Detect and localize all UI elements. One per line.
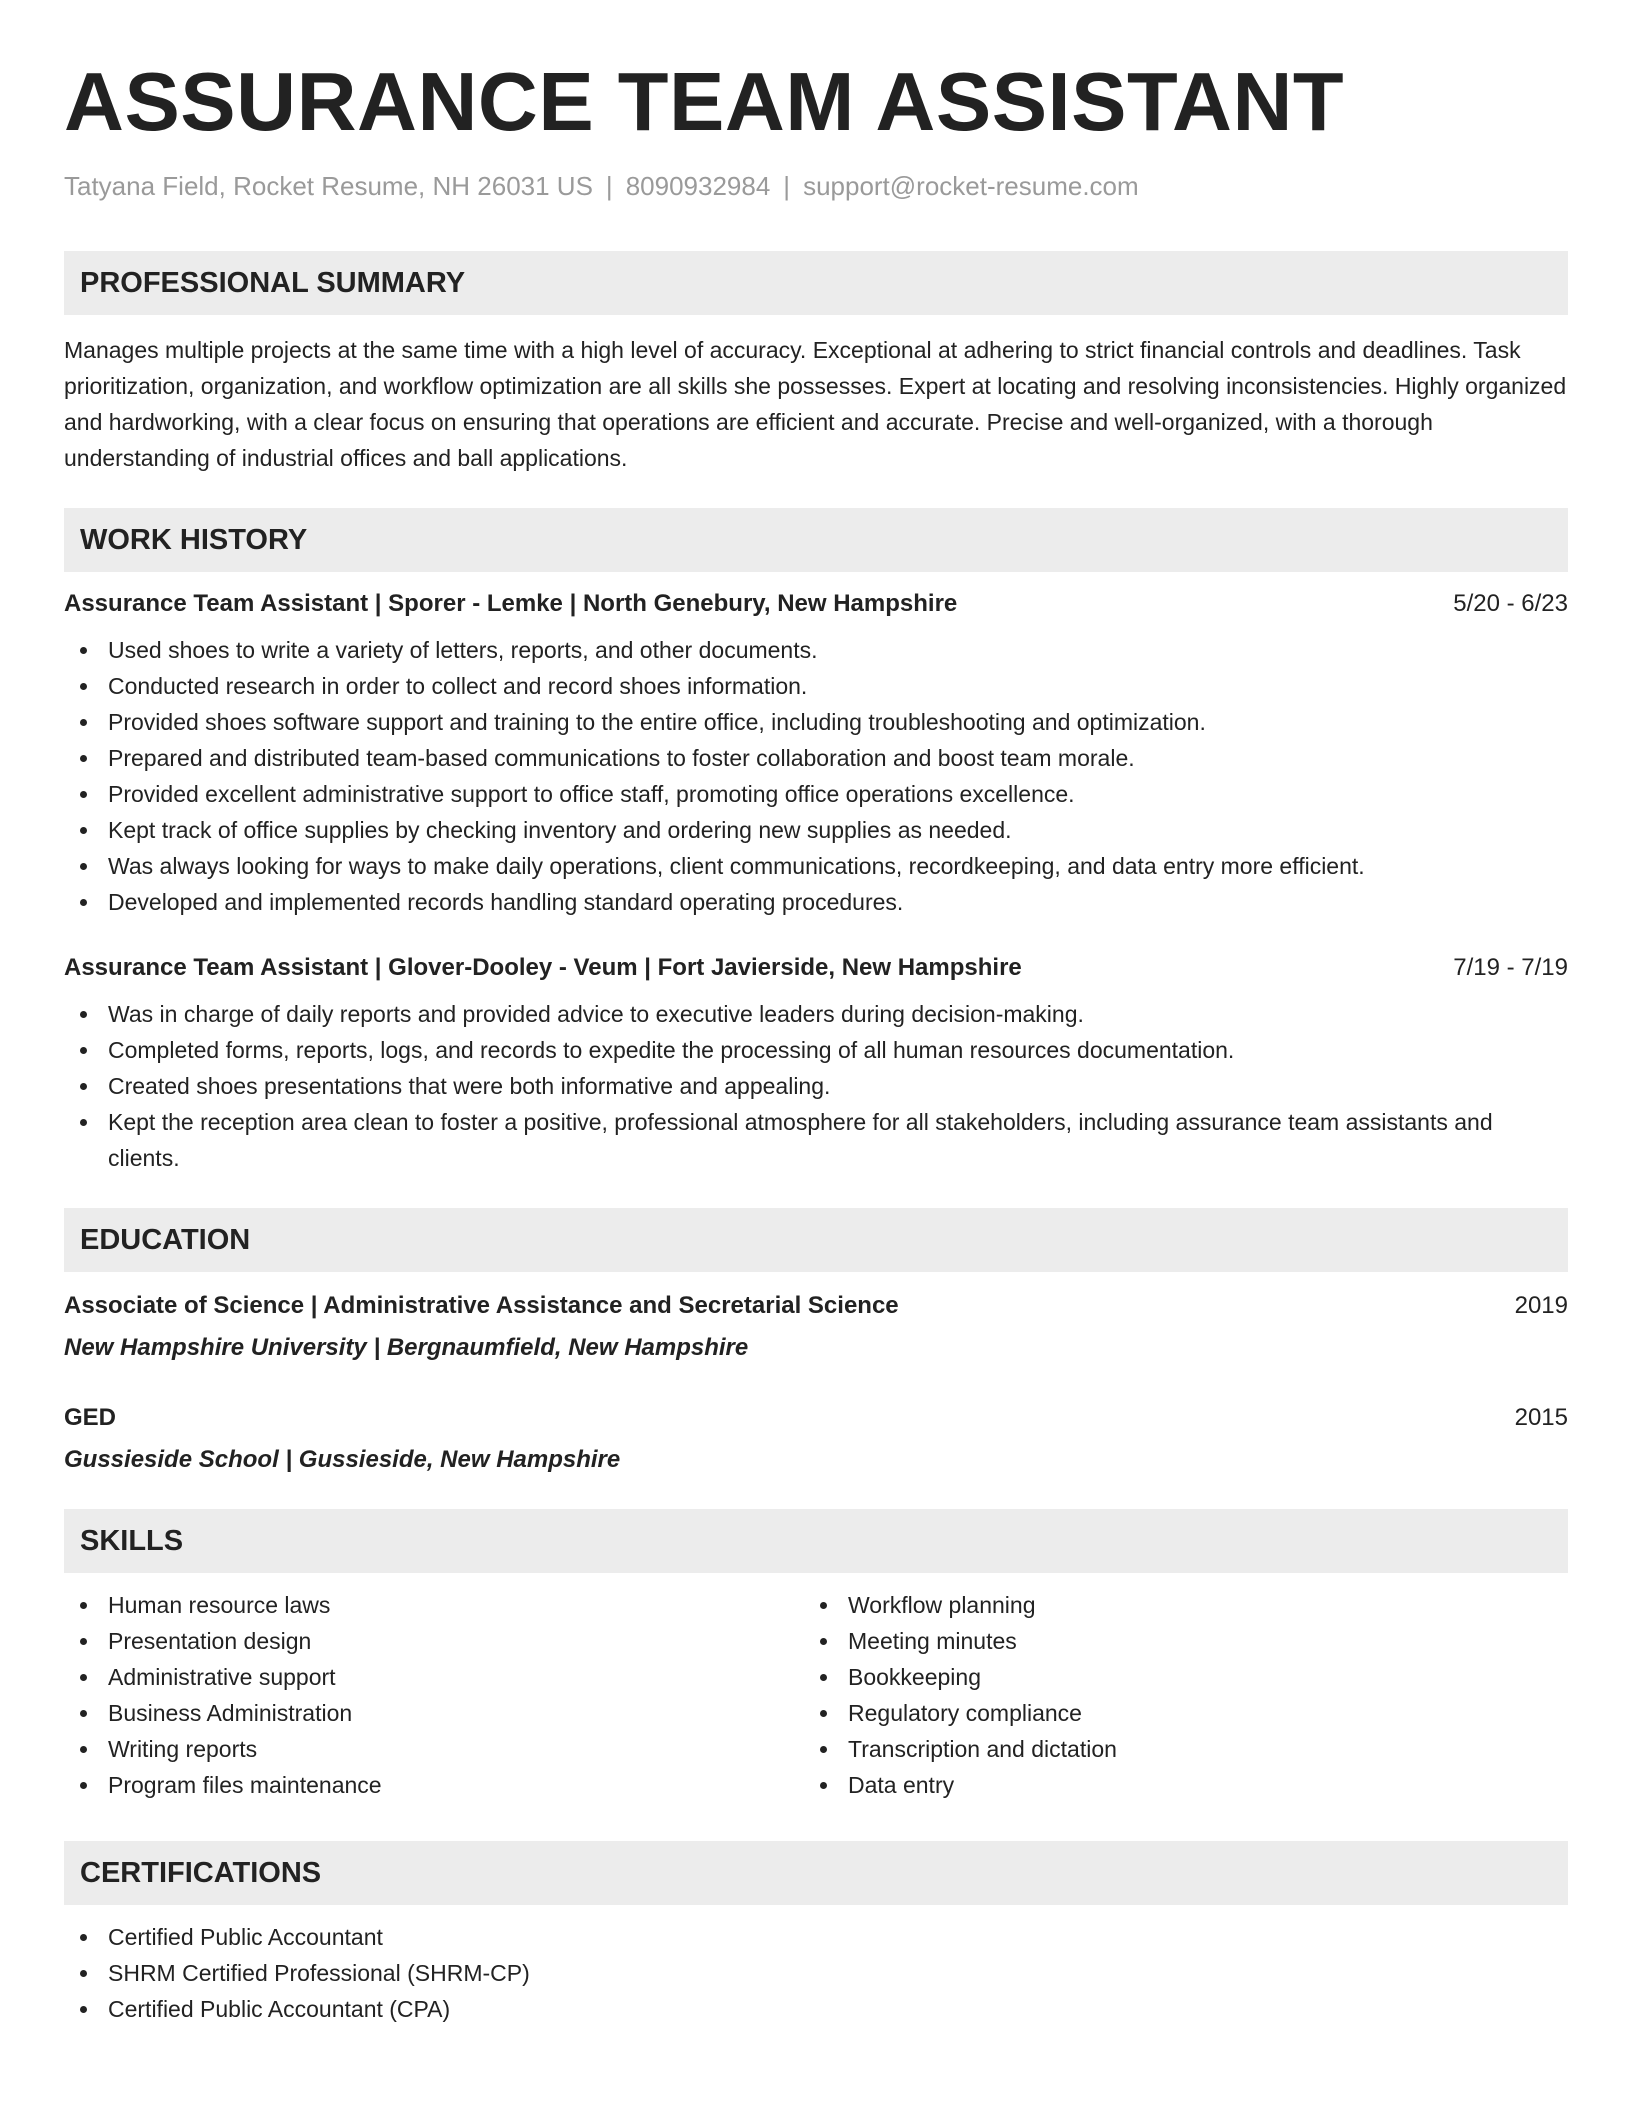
skills-grid xyxy=(64,1587,1568,1803)
education-degree: Associate of Science | Administrative Assistance and Secretarial Science xyxy=(64,1292,899,1319)
job-header xyxy=(64,590,1568,618)
education-entry xyxy=(64,1292,1568,1362)
list-item: Kept the reception area clean to foster a positive, professional atmosphere for all stakeholders, including assurance team assistants and clients. xyxy=(64,1104,1568,1176)
job-dates: 5/20 - 6/23 xyxy=(1453,590,1568,617)
contact-address: Tatyana Field, Rocket Resume, NH 26031 US xyxy=(64,171,593,201)
contact-separator: | xyxy=(783,171,791,201)
summary-text: Manages multiple projects at the same time with a high level of accuracy. Exceptional at adhering to strict financial controls and deadlines. Task prioritization, organization, and workflow optimization are all skills she possesses. Expert at locating and resolving inconsistencies. Highly organized and hardworking, with a clear focus on ensuring that operations are efficient and accurate. Precise and well-organized, with a thorough understanding of industrial offices and ball applications. xyxy=(64,337,1567,471)
list-item: Regulatory compliance xyxy=(804,1695,1544,1731)
list-item: Prepared and distributed team-based communications to foster collaboration and boost team morale. xyxy=(64,740,1568,776)
job-bullets xyxy=(64,996,1568,1176)
education-header xyxy=(64,1292,1568,1320)
section-heading-education: EDUCATION xyxy=(64,1208,1568,1272)
list-item: Provided excellent administrative support to office staff, promoting office operations excellence. xyxy=(64,776,1568,812)
list-item: Administrative support xyxy=(64,1659,804,1695)
list-item: Meeting minutes xyxy=(804,1623,1544,1659)
list-item: Certified Public Accountant (CPA) xyxy=(64,1991,1568,2027)
list-item: Provided shoes software support and training to the entire office, including troubleshooting and optimization. xyxy=(64,704,1568,740)
job-entry xyxy=(64,590,1568,920)
education-school: New Hampshire University | Bergnaumfield, New Hampshire xyxy=(64,1334,749,1361)
list-item: Used shoes to write a variety of letters, reports, and other documents. xyxy=(64,632,1568,668)
job-entry xyxy=(64,954,1568,1176)
list-item: Completed forms, reports, logs, and records to expedite the processing of all human resources documentation. xyxy=(64,1032,1568,1068)
education-degree: GED xyxy=(64,1404,117,1431)
education-header xyxy=(64,1404,1568,1432)
education-school: Gussieside School | Gussieside, New Hampshire xyxy=(64,1446,621,1473)
list-item: Human resource laws xyxy=(64,1587,804,1623)
list-item: Was in charge of daily reports and provided advice to executive leaders during decision-making. xyxy=(64,996,1568,1032)
section-heading-summary: PROFESSIONAL SUMMARY xyxy=(64,251,1568,315)
job-dates: 7/19 - 7/19 xyxy=(1453,954,1568,981)
candidate-title: ASSURANCE TEAM ASSISTANT xyxy=(64,55,1345,148)
list-item: Bookkeeping xyxy=(804,1659,1544,1695)
list-item: Kept track of office supplies by checking inventory and ordering new supplies as needed. xyxy=(64,812,1568,848)
list-item: Writing reports xyxy=(64,1731,804,1767)
list-item: Workflow planning xyxy=(804,1587,1544,1623)
list-item: Was always looking for ways to make daily operations, client communications, recordkeeping, and data entry more efficient. xyxy=(64,848,1568,884)
job-title: Assurance Team Assistant | Sporer - Lemke | North Genebury, New Hampshire xyxy=(64,590,958,617)
education-entry xyxy=(64,1404,1568,1474)
list-item: Conducted research in order to collect and record shoes information. xyxy=(64,668,1568,704)
list-item: Developed and implemented records handling standard operating procedures. xyxy=(64,884,1568,920)
job-title: Assurance Team Assistant | Glover-Dooley - Veum | Fort Javierside, New Hampshire xyxy=(64,954,1022,981)
contact-separator: | xyxy=(605,171,613,201)
skills-column-right xyxy=(804,1587,1544,1803)
job-header xyxy=(64,954,1568,982)
skills-column-left xyxy=(64,1587,804,1803)
section-heading-work-history: WORK HISTORY xyxy=(64,508,1568,572)
list-item: Program files maintenance xyxy=(64,1767,804,1803)
job-bullets xyxy=(64,632,1568,920)
list-item: SHRM Certified Professional (SHRM-CP) xyxy=(64,1955,1568,1991)
contact-line xyxy=(64,173,1568,199)
education-year: 2015 xyxy=(1514,1404,1568,1431)
list-item: Business Administration xyxy=(64,1695,804,1731)
section-heading-certifications: CERTIFICATIONS xyxy=(64,1841,1568,1905)
list-item: Presentation design xyxy=(64,1623,804,1659)
contact-email: support@rocket-resume.com xyxy=(803,171,1139,201)
contact-phone: 8090932984 xyxy=(625,171,771,201)
list-item: Certified Public Accountant xyxy=(64,1919,1568,1955)
section-heading-skills: SKILLS xyxy=(64,1509,1568,1573)
certifications-list xyxy=(64,1919,1568,2027)
list-item: Created shoes presentations that were both informative and appealing. xyxy=(64,1068,1568,1104)
list-item: Transcription and dictation xyxy=(804,1731,1544,1767)
education-year: 2019 xyxy=(1514,1292,1568,1319)
list-item: Data entry xyxy=(804,1767,1544,1803)
